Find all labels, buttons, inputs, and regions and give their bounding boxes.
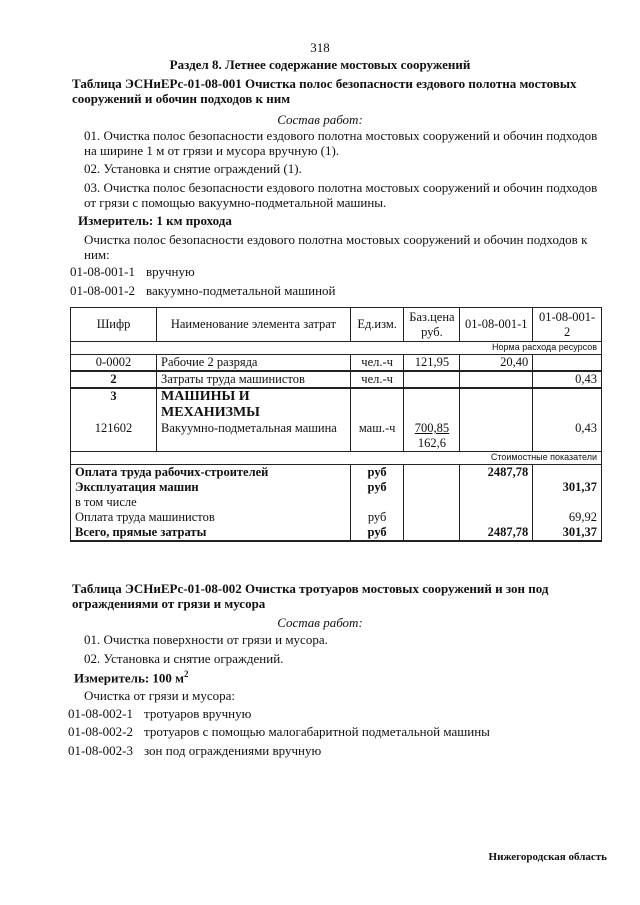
table1-work-1: 01. Очистка полос безопасности ездового полотна мостовых сооружений и обочин подходов на ширине 1 м от грязи и мусора вручную (1). xyxy=(84,128,598,158)
row-value-2: 0,43 xyxy=(533,421,602,452)
code: 01-08-002-2 xyxy=(68,724,133,739)
row-value-2: 0,43 xyxy=(533,371,602,388)
table2-work-2: 02. Установка и снятие ограждений. xyxy=(84,651,284,666)
meter-sup: 2 xyxy=(184,669,189,679)
table2-code-row xyxy=(68,743,321,759)
band-cost-indicators xyxy=(71,452,602,465)
cost-price xyxy=(404,465,460,481)
table1-work-3: 03. Очистка полос безопасности ездового полотна мостовых сооружений и обочин подходов от грязи с помощью вакуумно-подметальной машины. xyxy=(84,180,598,210)
table-row xyxy=(71,371,602,388)
code-desc: вручную xyxy=(146,264,195,279)
row-unit xyxy=(350,388,404,421)
cost-name: Оплата труда рабочих-строителей xyxy=(71,465,351,481)
row-price: 121,95 xyxy=(404,355,460,372)
row-value-2 xyxy=(533,388,602,421)
cost-name: Оплата труда машинистов xyxy=(71,510,351,525)
table2-code-row xyxy=(68,706,251,722)
table1-intro: Очистка полос безопасности ездового полотна мостовых сооружений и обочин подходов к ним: xyxy=(84,232,588,262)
cost-value-1: 2487,78 xyxy=(460,525,533,541)
code-desc: тротуаров с помощью малогабаритной подметальной машины xyxy=(144,724,490,739)
row-value-1 xyxy=(460,371,533,388)
footer-region: Нижегородская область xyxy=(488,851,607,863)
row-name: МАШИНЫ И МЕХАНИЗМЫ xyxy=(157,388,351,421)
row-code: 121602 xyxy=(71,421,157,452)
cost-name: Всего, прямые затраты xyxy=(71,525,351,541)
price-value: 700,85 xyxy=(414,421,450,435)
cost-price xyxy=(404,525,460,541)
table-row xyxy=(71,388,602,421)
table-row xyxy=(71,421,602,452)
table2-intro: Очистка от грязи и мусора: xyxy=(84,688,235,703)
cost-unit: руб xyxy=(350,510,404,525)
row-value-1 xyxy=(460,388,533,421)
row-code: 0-0002 xyxy=(71,355,157,372)
table2-code-row xyxy=(68,724,490,740)
row-value-1 xyxy=(460,421,533,452)
cost-unit xyxy=(350,495,404,510)
row-name: Вакуумно-подметальная машина xyxy=(157,421,351,452)
cost-row xyxy=(71,480,602,495)
section-title: Раздел 8. Летнее содержание мостовых сооружений xyxy=(169,57,471,72)
table1-work-2: 02. Установка и снятие ограждений (1). xyxy=(84,161,302,176)
header-col2: 01-08-001-2 xyxy=(533,308,602,342)
table2-work-1: 01. Очистка поверхности от грязи и мусора. xyxy=(84,632,328,647)
cost-value-1 xyxy=(460,510,533,525)
band-label: Стоимостные показатели xyxy=(71,452,602,465)
cost-row xyxy=(71,465,602,481)
cost-row-total xyxy=(71,525,602,541)
cost-row xyxy=(71,495,602,510)
band-label: Норма расхода ресурсов xyxy=(71,342,602,355)
cost-row xyxy=(71,510,602,525)
row-value-2 xyxy=(533,355,602,372)
cost-value-1 xyxy=(460,480,533,495)
code-desc: зон под ограждениями вручную xyxy=(144,743,322,758)
page-number: 318 xyxy=(310,40,330,55)
row-code: 3 xyxy=(71,388,157,421)
code: 01-08-002-1 xyxy=(68,706,133,721)
cost-value-1 xyxy=(460,495,533,510)
cost-name: Эксплуатация машин xyxy=(71,480,351,495)
header-price: Баз.цена руб. xyxy=(404,308,460,342)
header-code: Шифр xyxy=(71,308,157,342)
meter-text: Измеритель: 100 м xyxy=(74,670,185,686)
cost-name: в том числе xyxy=(71,495,351,510)
row-price xyxy=(404,421,460,452)
header-col1: 01-08-001-1 xyxy=(460,308,533,342)
cost-value-2 xyxy=(533,465,602,481)
cost-value-2 xyxy=(533,495,602,510)
table-header-row xyxy=(71,308,602,342)
header-unit: Ед.изм. xyxy=(350,308,404,342)
band-resource-norm xyxy=(71,342,602,355)
row-code: 2 xyxy=(71,371,157,388)
row-value-1: 20,40 xyxy=(460,355,533,372)
table1-title: Таблица ЭСНиЕРс-01-08-001 Очистка полос безопасности ездового полотна мостовых сооружений и обочин подходов к ним xyxy=(72,76,577,106)
cost-price xyxy=(404,510,460,525)
header-name: Наименование элемента затрат xyxy=(157,308,351,342)
cost-value-2: 69,92 xyxy=(533,510,602,525)
row-unit: маш.-ч xyxy=(350,421,404,452)
cost-unit: руб xyxy=(350,465,404,481)
code-desc: вакуумно-подметальной машиной xyxy=(146,283,336,298)
resource-table xyxy=(70,307,602,542)
table2-composition-label: Состав работ: xyxy=(277,615,363,630)
code-desc: тротуаров вручную xyxy=(144,706,252,721)
row-name: Рабочие 2 разряда xyxy=(157,355,351,372)
table1-composition-label: Состав работ: xyxy=(277,112,363,127)
row-name: Затраты труда машинистов xyxy=(157,371,351,388)
cost-unit: руб xyxy=(350,480,404,495)
row-unit: чел.-ч xyxy=(350,371,404,388)
row-price xyxy=(404,371,460,388)
table-row xyxy=(71,355,602,372)
code: 01-08-002-3 xyxy=(68,743,133,758)
cost-price xyxy=(404,480,460,495)
price-value-2: 162,6 xyxy=(417,436,446,450)
table1-meter: Измеритель: 1 км прохода xyxy=(78,213,232,228)
cost-value-1: 2487,78 xyxy=(460,465,533,481)
cost-unit: руб xyxy=(350,525,404,541)
cost-price xyxy=(404,495,460,510)
table2-meter xyxy=(74,669,189,686)
table2-title: Таблица ЭСНиЕРс-01-08-002 Очистка тротуаров мостовых сооружений и зон под ограждениями от грязи и мусора xyxy=(72,581,549,611)
cost-value-2: 301,37 xyxy=(533,525,602,541)
row-price xyxy=(404,388,460,421)
code: 01-08-001-2 xyxy=(70,283,135,298)
cost-value-2: 301,37 xyxy=(533,480,602,495)
table1-code-row xyxy=(70,283,336,299)
code: 01-08-001-1 xyxy=(70,264,135,279)
row-unit: чел.-ч xyxy=(350,355,404,372)
table1-code-row xyxy=(70,264,195,280)
